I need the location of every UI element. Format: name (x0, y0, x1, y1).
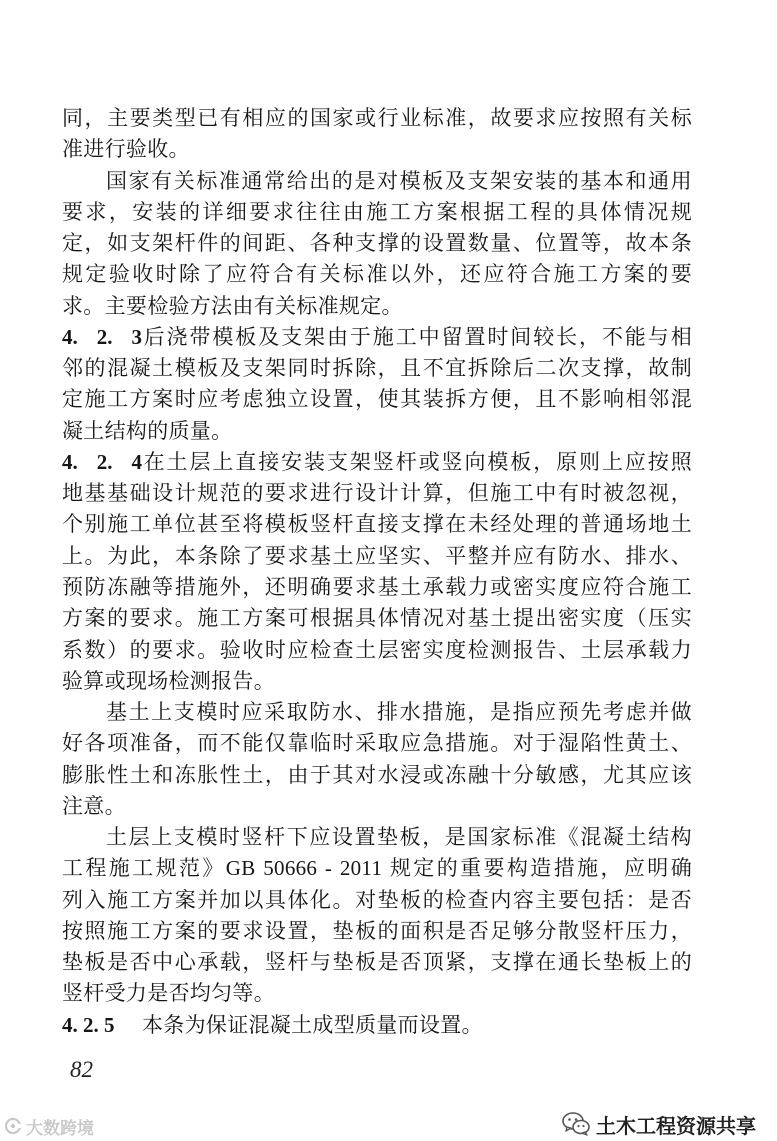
paragraph (62, 697, 692, 822)
section-heading-line (62, 447, 692, 478)
watermark-left (4, 1114, 94, 1138)
text-line: 验算或现场检测报告。 (62, 668, 275, 693)
paragraph (62, 103, 692, 166)
watermark-left-text: 大数跨境 (26, 1118, 94, 1139)
paragraph (62, 166, 692, 322)
watermark-right-text: 土木工程资源共享 (596, 1113, 756, 1138)
section-4-2-4 (62, 447, 692, 697)
text-line: 按照施工方案的要求设置，垫板的面积是否足够分散竖杆压力， (62, 918, 692, 943)
text-line: 同，主要类型已有相应的国家或行业标准，故要求应按照有关标 (62, 106, 692, 130)
section-number: 4. 2. 4 (62, 449, 142, 474)
page-number: 82 (70, 1057, 93, 1082)
text-line: 垫板是否中心承载，竖杆与垫板是否顶紧，支撑在通长垫板上的 (62, 950, 692, 975)
text-line: 国家有关标准通常给出的是对模板及支架安装的基本和通用 (106, 168, 692, 193)
wechat-icon (562, 1112, 590, 1136)
text-line: 定施工方案时应考虑独立设置，使其装拆方便，且不影响相邻混 (62, 387, 692, 412)
section-number: 4. 2. 3 (62, 324, 142, 349)
text-line: 膨胀性土和冻胀性土，由于其对水浸或冻融十分敏感，尤其应该 (62, 762, 692, 787)
text-line: 要求，安装的详细要求往往由施工方案根据工程的具体情况规 (62, 199, 692, 224)
text-line: 竖杆受力是否均匀等。 (62, 981, 275, 1006)
section-heading-line (62, 1010, 692, 1041)
text-line: 系数）的要求。验收时应检查土层密实度检测报告、土层承载力 (62, 637, 692, 662)
text-line: 后浇带模板及支架由于施工中留置时间较长，不能与相 (142, 324, 692, 349)
section-number: 4. 2. 5 (62, 1012, 115, 1037)
watermark-right (562, 1110, 756, 1138)
text-line: 上。为此，本条除了要求基土应坚实、平整并应有防水、排水、 (62, 543, 692, 568)
document-body (62, 103, 692, 1041)
text-line: 注意。 (62, 793, 126, 818)
text-line: 求。主要检验方法由有关标准规定。 (62, 293, 403, 318)
text-line: 规定验收时除了应符合有关标准以外，还应符合施工方案的要 (62, 262, 692, 287)
section-heading-line (62, 322, 692, 353)
text-line: 工程施工规范》GB 50666 - 2011 规定的重要构造措施，应明确 (62, 856, 692, 881)
text-line: 在土层上直接安装支架竖杆或竖向模板，原则上应按照 (142, 449, 692, 474)
text-line: 个别施工单位甚至将模板竖杆直接支撑在未经处理的普通场地土 (62, 512, 692, 537)
text-line: 地基基础设计规范的要求进行设计计算，但施工中有时被忽视， (62, 481, 692, 506)
text-line: 方案的要求。施工方案可根据具体情况对基土提出密实度（压实 (62, 606, 692, 631)
text-line: 列入施工方案并加以具体化。对垫板的检查内容主要包括：是否 (62, 887, 692, 912)
text-line: 本条为保证混凝土成型质量而设置。 (142, 1012, 483, 1037)
text-line: 基土上支模时应采取防水、排水措施，是指应预先考虑并做 (106, 700, 692, 725)
text-line: 邻的混凝土模板及支架同时拆除，且不宜拆除后二次支撑，故制 (62, 356, 692, 381)
section-4-2-3 (62, 322, 692, 447)
text-line: 土层上支模时竖杆下应设置垫板，是国家标准《混凝土结构 (106, 825, 692, 850)
paragraph (62, 822, 692, 1010)
text-line: 定，如支架杆件的间距、各种支撑的设置数量、位置等，故本条 (62, 231, 692, 256)
section-4-2-5 (62, 1010, 692, 1041)
text-line: 凝土结构的质量。 (62, 418, 233, 443)
text-line: 好各项准备，而不能仅靠临时采取应急措施。对于湿陷性黄土、 (62, 731, 692, 756)
text-line: 准进行验收。 (62, 137, 190, 162)
text-line: 预防冻融等措施外，还明确要求基土承载力或密实度应符合施工 (62, 574, 692, 599)
brand-logo-icon (4, 1117, 22, 1135)
